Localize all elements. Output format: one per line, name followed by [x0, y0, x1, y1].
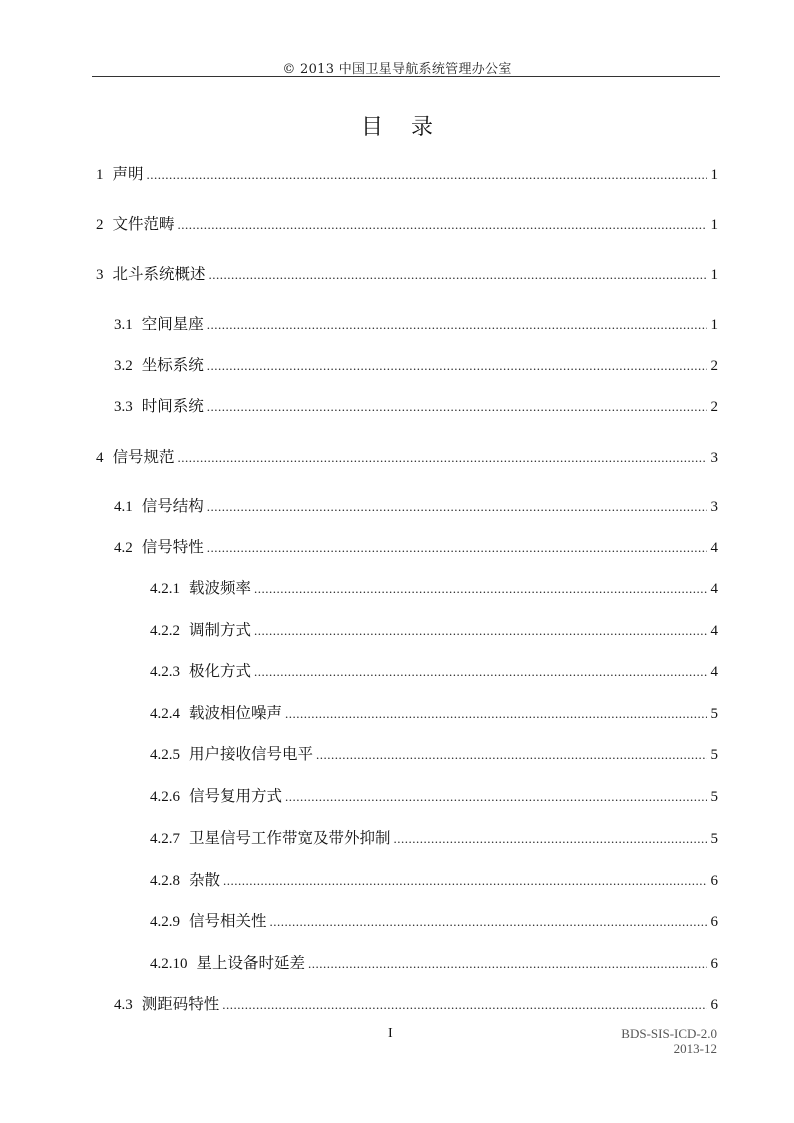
header-copyright: © 2013 中国卫星导航系统管理办公室	[282, 62, 512, 77]
toc-entry-page: 4	[710, 623, 718, 639]
toc-entry-label: 信号结构	[141, 497, 204, 515]
toc-entry-page: 5	[710, 747, 718, 763]
toc-entry-label: 星上设备时延差	[196, 954, 306, 972]
toc-entry-label: 文件范畴	[112, 215, 175, 233]
toc-dot-leader	[316, 744, 707, 766]
toc-entry[interactable]	[0, 536, 794, 558]
toc-entry-label: 用户接收信号电平	[189, 745, 314, 763]
toc-entry-number: 4.2.5	[150, 747, 180, 763]
toc-entry-number: 4.3	[114, 997, 133, 1013]
toc-entry[interactable]	[0, 213, 794, 235]
toc-entry-number: 1	[96, 167, 104, 183]
toc-dot-leader	[223, 870, 707, 892]
toc-entry-number: 4	[96, 450, 104, 466]
toc-entry-page: 1	[710, 267, 718, 283]
toc-dot-leader	[270, 911, 707, 933]
toc-entry-label: 载波相位噪声	[189, 704, 283, 722]
toc-entry-number: 3.2	[114, 358, 133, 374]
toc-entry[interactable]	[0, 702, 794, 724]
footer-doc-id: BDS-SIS-ICD-2.0	[621, 1026, 717, 1041]
toc-dot-leader	[207, 396, 707, 418]
toc-entry-page: 6	[710, 956, 718, 972]
toc-entry-page: 6	[710, 997, 718, 1013]
toc-dot-leader	[254, 661, 707, 683]
toc-dot-leader	[285, 786, 707, 808]
toc-dot-leader	[178, 447, 707, 469]
toc-entry-page: 5	[710, 831, 718, 847]
toc-entry[interactable]	[0, 354, 794, 376]
toc-entry-number: 4.1	[114, 499, 133, 515]
toc-entry[interactable]	[0, 495, 794, 517]
toc-entry-number: 3.3	[114, 399, 133, 415]
toc-entry-page: 4	[710, 664, 718, 680]
header-divider	[92, 76, 720, 77]
toc-dot-leader	[178, 214, 707, 236]
footer-doc-date: 2013-12	[673, 1041, 717, 1056]
toc-entry[interactable]	[0, 827, 794, 849]
toc-dot-leader	[222, 994, 707, 1016]
toc-entry-page: 5	[710, 706, 718, 722]
toc-entry-page: 4	[710, 581, 718, 597]
toc-entry-page: 3	[710, 499, 718, 515]
toc-dot-leader	[147, 164, 707, 186]
toc-entry[interactable]	[0, 743, 794, 765]
toc-entry-label: 声明	[112, 165, 144, 183]
toc-entry-page: 2	[710, 399, 718, 415]
toc-entry-number: 4.2.1	[150, 581, 180, 597]
toc-entry-label: 北斗系统概述	[112, 265, 206, 283]
toc-entry[interactable]	[0, 660, 794, 682]
toc-dot-leader	[254, 620, 707, 642]
toc-entry[interactable]	[0, 993, 794, 1015]
toc-entry-label: 信号相关性	[189, 912, 267, 930]
toc-entry-label: 杂散	[189, 871, 221, 889]
toc-entry-number: 4.2.6	[150, 789, 180, 805]
toc-entry-label: 信号特性	[141, 538, 204, 556]
toc-entry-label: 卫星信号工作带宽及带外抑制	[189, 829, 391, 847]
toc-entry-page: 3	[710, 450, 718, 466]
toc-entry-label: 坐标系统	[141, 356, 204, 374]
toc-entry[interactable]	[0, 619, 794, 641]
toc-entry[interactable]	[0, 952, 794, 974]
toc-dot-leader	[209, 264, 707, 286]
toc-entry-number: 4.2.2	[150, 623, 180, 639]
toc-entry-page: 5	[710, 789, 718, 805]
toc-entry-number: 4.2.9	[150, 914, 180, 930]
toc-dot-leader	[308, 953, 707, 975]
toc-entry-number: 4.2.10	[150, 956, 188, 972]
toc-entry-number: 4.2.4	[150, 706, 180, 722]
toc-dot-leader	[285, 703, 707, 725]
footer-page-number: I	[388, 1026, 393, 1041]
toc-entry[interactable]	[0, 785, 794, 807]
toc-entry[interactable]	[0, 395, 794, 417]
toc-entry-label: 空间星座	[141, 315, 204, 333]
toc-entry[interactable]	[0, 869, 794, 891]
footer-document-info	[621, 1026, 717, 1056]
toc-entry-page: 1	[710, 167, 718, 183]
toc-entry-number: 4.2.8	[150, 873, 180, 889]
toc-entry[interactable]	[0, 910, 794, 932]
toc-entry[interactable]	[0, 446, 794, 468]
toc-entry-number: 4.2	[114, 540, 133, 556]
toc-entry-page: 6	[710, 873, 718, 889]
toc-entry-number: 4.2.3	[150, 664, 180, 680]
toc-dot-leader	[254, 578, 707, 600]
toc-entry[interactable]	[0, 163, 794, 185]
toc-entry-number: 4.2.7	[150, 831, 180, 847]
toc-entry-label: 载波频率	[189, 579, 252, 597]
toc-entry-label: 极化方式	[189, 662, 252, 680]
toc-entry-page: 4	[710, 540, 718, 556]
toc-entry-page: 1	[710, 217, 718, 233]
toc-entry-page: 6	[710, 914, 718, 930]
toc-title: 目录	[360, 115, 461, 140]
toc-dot-leader	[394, 828, 707, 850]
toc-entry-page: 2	[710, 358, 718, 374]
toc-dot-leader	[207, 537, 707, 559]
toc-entry-label: 测距码特性	[141, 995, 220, 1013]
toc-entry-label: 信号规范	[112, 448, 175, 466]
toc-entry[interactable]	[0, 313, 794, 335]
toc-dot-leader	[207, 355, 707, 377]
toc-entry-label: 调制方式	[189, 621, 252, 639]
toc-entry[interactable]	[0, 263, 794, 285]
toc-entry-number: 2	[96, 217, 104, 233]
toc-entry-number: 3	[96, 267, 104, 283]
toc-entry-number: 3.1	[114, 317, 133, 333]
toc-dot-leader	[207, 496, 707, 518]
toc-dot-leader	[207, 314, 707, 336]
toc-entry[interactable]	[0, 577, 794, 599]
toc-entry-label: 时间系统	[141, 397, 204, 415]
toc-entry-label: 信号复用方式	[189, 787, 283, 805]
toc-entry-page: 1	[710, 317, 718, 333]
